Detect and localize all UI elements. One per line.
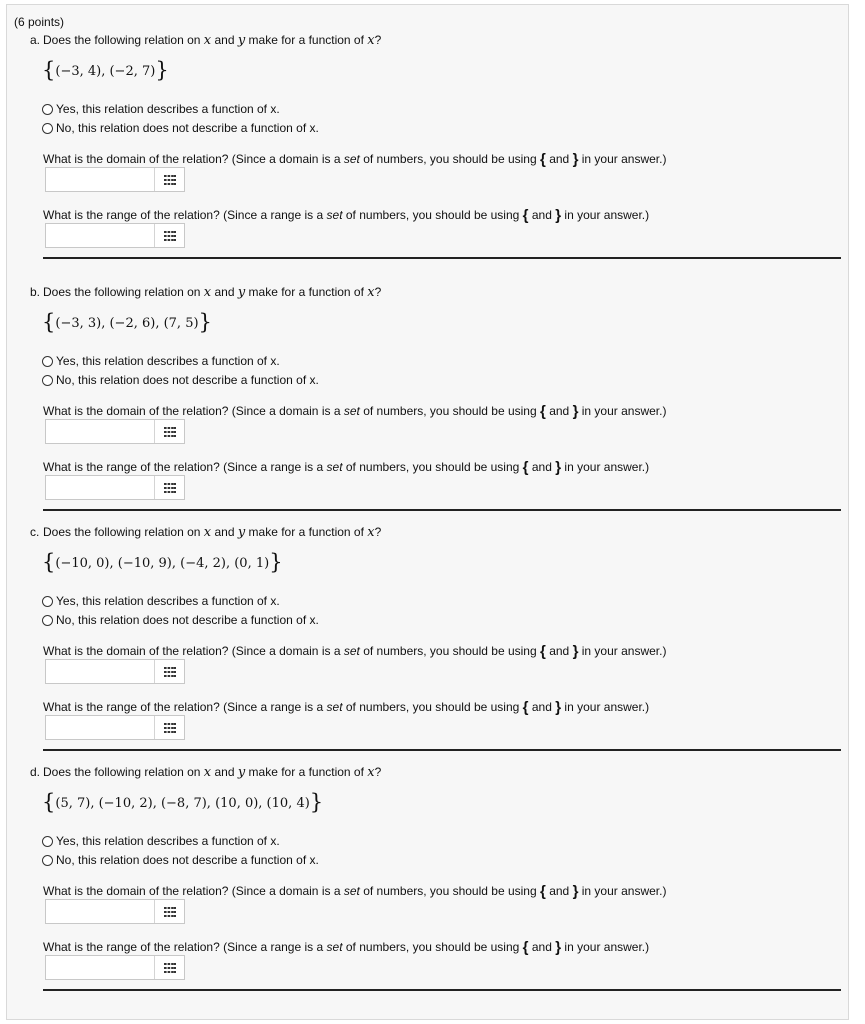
radio-yes[interactable] [42, 596, 53, 607]
range-equation-editor-button[interactable] [155, 956, 184, 979]
equation-editor-grid-icon [164, 483, 176, 493]
domain-answer-box [45, 419, 185, 444]
range-answer-box [45, 223, 185, 248]
option-no[interactable] [42, 121, 319, 135]
option-yes-label: Yes, this relation describes a function of x. [56, 354, 280, 368]
radio-no[interactable] [42, 375, 53, 386]
option-no-label: No, this relation does not describe a function of x. [56, 613, 319, 627]
variable-y: y [237, 285, 246, 300]
variable-x: x [203, 525, 212, 540]
relation-pairs: (−3, 4), (−2, 7) [55, 64, 156, 79]
option-no-label: No, this relation does not describe a function of x. [56, 373, 319, 387]
set-open-brace: { [42, 58, 56, 82]
variable-x: x [367, 33, 375, 48]
range-prompt: What is the range of the relation? (Since a range is a set of numbers, you should be using { and } in your answer.) [43, 699, 650, 716]
range-prompt: What is the range of the relation? (Since a range is a set of numbers, you should be using { and } in your answer.) [43, 939, 650, 956]
problem-question: Does the following relation on x and y make for a function of x? [43, 525, 382, 540]
set-open-brace: { [42, 790, 56, 814]
problem-letter: c. [30, 525, 40, 539]
equation-editor-grid-icon [164, 963, 176, 973]
option-yes[interactable] [42, 102, 280, 116]
relation-set [42, 790, 323, 814]
problem-c [0, 492, 865, 732]
domain-prompt: What is the domain of the relation? (Since a domain is a set of numbers, you should be using { and } in your answer.) [43, 643, 667, 660]
set-open-brace: { [42, 310, 56, 334]
radio-no[interactable] [42, 615, 53, 626]
relation-pairs: (5, 7), (−10, 2), (−8, 7), (10, 0), (10, 4) [55, 796, 310, 811]
set-open-brace: { [42, 550, 56, 574]
range-answer-box [45, 955, 185, 980]
domain-answer-box [45, 659, 185, 684]
problem-letter: d. [30, 765, 41, 779]
problem-letter: b. [30, 285, 41, 299]
variable-y: y [237, 765, 246, 780]
domain-equation-editor-button[interactable] [155, 900, 184, 923]
problem-d [0, 732, 865, 972]
variable-y: y [237, 33, 246, 48]
option-yes-label: Yes, this relation describes a function of x. [56, 834, 280, 848]
option-no-label: No, this relation does not describe a function of x. [56, 853, 319, 867]
domain-prompt: What is the domain of the relation? (Since a domain is a set of numbers, you should be using { and } in your answer.) [43, 883, 667, 900]
problem-question: Does the following relation on x and y make for a function of x? [43, 765, 382, 780]
option-no-label: No, this relation does not describe a function of x. [56, 121, 319, 135]
domain-input[interactable] [46, 168, 162, 191]
variable-x: x [367, 285, 375, 300]
radio-no[interactable] [42, 855, 53, 866]
option-yes[interactable] [42, 834, 280, 848]
domain-answer-box [45, 167, 185, 192]
range-prompt: What is the range of the relation? (Since a range is a set of numbers, you should be using { and } in your answer.) [43, 459, 650, 476]
domain-equation-editor-button[interactable] [155, 660, 184, 683]
radio-yes[interactable] [42, 356, 53, 367]
range-input[interactable] [46, 224, 162, 247]
problem-question: Does the following relation on x and y make for a function of x? [43, 33, 382, 48]
option-yes[interactable] [42, 354, 280, 368]
variable-x: x [203, 285, 212, 300]
radio-yes[interactable] [42, 104, 53, 115]
relation-pairs: (−3, 3), (−2, 6), (7, 5) [55, 316, 199, 331]
equation-editor-grid-icon [164, 175, 176, 185]
option-yes-label: Yes, this relation describes a function of x. [56, 102, 280, 116]
radio-no[interactable] [42, 123, 53, 134]
equation-editor-grid-icon [164, 907, 176, 917]
set-close-brace: } [309, 790, 324, 814]
equation-editor-grid-icon [164, 427, 176, 437]
option-no[interactable] [42, 613, 319, 627]
set-close-brace: } [269, 550, 283, 574]
points-label: (6 points) [14, 15, 65, 29]
problem-letter: a. [30, 33, 41, 47]
relation-set [42, 58, 169, 82]
relation-pairs: (−10, 0), (−10, 9), (−4, 2), (0, 1) [55, 556, 270, 571]
equation-editor-grid-icon [164, 231, 176, 241]
option-yes[interactable] [42, 594, 280, 608]
radio-yes[interactable] [42, 836, 53, 847]
section-divider [43, 989, 841, 991]
domain-equation-editor-button[interactable] [155, 168, 184, 191]
problem-a [0, 0, 865, 240]
range-equation-editor-button[interactable] [155, 224, 184, 247]
domain-input[interactable] [46, 900, 162, 923]
relation-set [42, 310, 212, 334]
domain-equation-editor-button[interactable] [155, 420, 184, 443]
domain-answer-box [45, 899, 185, 924]
domain-input[interactable] [46, 420, 162, 443]
problem-b [0, 252, 865, 492]
variable-x: x [203, 765, 212, 780]
domain-input[interactable] [46, 660, 162, 683]
relation-set [42, 550, 283, 574]
variable-x: x [367, 765, 375, 780]
variable-x: x [367, 525, 375, 540]
domain-prompt: What is the domain of the relation? (Since a domain is a set of numbers, you should be using { and } in your answer.) [43, 403, 667, 420]
range-input[interactable] [46, 956, 162, 979]
variable-x: x [203, 33, 212, 48]
problem-question: Does the following relation on x and y make for a function of x? [43, 285, 382, 300]
equation-editor-grid-icon [164, 723, 176, 733]
option-no[interactable] [42, 373, 319, 387]
option-no[interactable] [42, 853, 319, 867]
option-yes-label: Yes, this relation describes a function of x. [56, 594, 280, 608]
range-prompt: What is the range of the relation? (Since a range is a set of numbers, you should be using { and } in your answer.) [43, 207, 650, 224]
equation-editor-grid-icon [164, 667, 176, 677]
set-close-brace: } [155, 58, 169, 82]
variable-y: y [237, 525, 246, 540]
set-close-brace: } [198, 310, 212, 334]
domain-prompt: What is the domain of the relation? (Since a domain is a set of numbers, you should be using { and } in your answer.) [43, 151, 667, 168]
